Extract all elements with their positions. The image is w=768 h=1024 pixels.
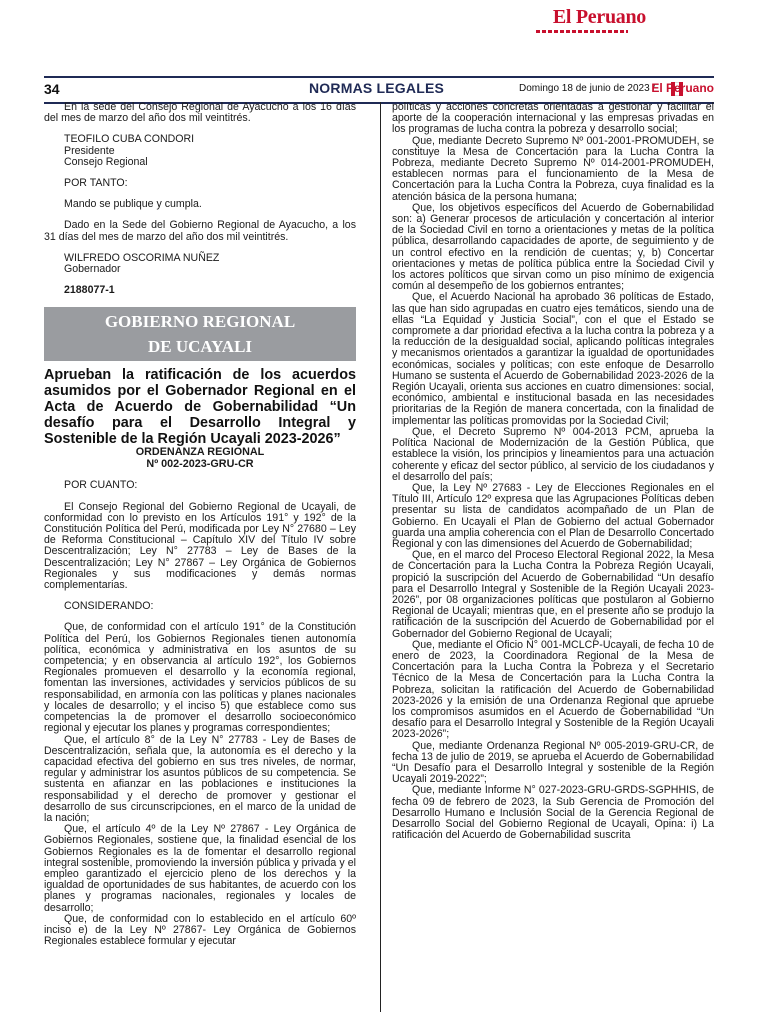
masthead-logo: El Peruano: [552, 6, 646, 28]
paragraph: Que, mediante Informe N° 027-2023-GRU-GRDS-SGPHHIS, de fecha 09 de febrero de 2023, la Sub Gerencia de Promoción del Desarrollo Humano e Inclusión Social de la Gerencia Regional de Desarrollo Social del Gobierno Regional de Ucayali, Opina: i) La ratificación del Acuerdo de Gobernabilidad suscrita: [392, 784, 714, 842]
right-column: [392, 102, 714, 1012]
issue-date: Domingo 18 de junio de 2023 /: [519, 83, 656, 94]
left-column: [44, 102, 356, 1012]
paragraph: Que, el Decreto Supremo Nº 004-2013 PCM, aprueba la Política Nacional de Modernización de la Gestión Pública, que establece la visión, los principios y lineamientos para una actuación coherente y eficaz del sector público, al servicio de los ciudadanos y el desarrollo del país;: [392, 425, 714, 483]
paragraph: Que, mediante Decreto Supremo Nº 001-2001-PROMUDEH, se constituye la Mesa de Concertación para la Lucha Contra la Pobreza, mediante Decreto Supremo Nº 014-2001-PROMUDEH, establecen normas para el funcionamiento de la Mesa de Concertación para la Lucha Contra la Pobreza, cuya finalidad es la atención básica de la persona humana;: [392, 134, 714, 203]
paragraph: Que, el Acuerdo Nacional ha aprobado 36 políticas de Estado, las que han sido agrupadas en cuatro ejes temáticos, siendo una de ellas “La Equidad y Justicia Social”, con el que el Estado se compromete a dar prioridad efectiva a la lucha contra la pobreza y a la reducción de la desigualdad social, aplicando políticas integrales y mecanismos orientados a garantizar la igualdad de oportunidades económicas, sociales y políticas; con este enfoque de Desarrollo Humano se sustenta el Acuerdo de Gobernabilidad 2023-2026 de la Región Ucayali, orienta sus acciones en cuatro dimensiones: social, económico, ambiental e institucional basada en las necesidades prioritarias de la Región de manera concertada, con la finalidad de implementar las políticas promovidas por la Sociedad Civil;: [392, 291, 714, 427]
ordinance-number: Nº 002-2023-GRU-CR: [146, 457, 254, 470]
paragraph: Que, el artículo 8° de la Ley N° 27783 - Ley de Bases de Descentralización, señala que, la autonomía es el derecho y la capacidad efectiva del gobierno en sus tres niveles, de normar, regular y administrar los asuntos públicos de su competencia. Se sustenta en afianzar en las poblaciones e instituciones la responsabilidad y el derecho de promover y gestionar el desarrollo de sus circunscripciones, en el marco de la unidad de la nación;: [44, 733, 356, 824]
paragraph: Que, de conformidad con el artículo 191° de la Constitución Política del Perú, los Gobiernos Regionales tienen autonomía política, económica y administrativa en los asuntos de su competencia; y en observancia al artículo 192°, los Gobiernos Regionales promueven el desarrollo y la economía regional, fomentan las inversiones, actividades y servicios públicos de su responsabilidad, en armonía con las políticas y planes nacionales y locales de desarrollo; y el inciso 5) que establece como sus competencias la de promover el desarrollo socioeconómico regional y ejecutar los planes y programas correspondientes;: [44, 621, 356, 735]
institution-line: DE UCAYALI: [147, 337, 253, 357]
paragraph: Que, de conformidad con lo establecido en el artículo 60º inciso e) de la Ley Nº 27867- Ley Orgánica de Gobiernos Regionales establece formular y ejecutar: [44, 912, 356, 948]
ordinance-label: ORDENANZA REGIONAL: [135, 446, 265, 459]
por-cuanto: POR CUANTO:: [64, 479, 138, 492]
por-tanto: POR TANTO:: [64, 177, 128, 190]
masthead: [0, 0, 768, 40]
paragraph: Que, en el marco del Proceso Electoral Regional 2022, la Mesa de Concertación para la Lucha Contra la Pobreza Región Ucayali, propició la suscripción del Acuerdo de Gobernabilidad “Un desafío para el Desarrollo Integral y Sostenible de la Región Ucayali 2023-2026”, por 08 organizaciones políticas que postularon al Gobierno Regional de Ucayali; mientras que, en el presente año se produjo la ratificación de la suscripción del Acuerdo de Gobernabilidad por el Gobernador del Gobierno Regional de Ucayali;: [392, 549, 714, 640]
paragraph: políticas y acciones concretas orientadas a gestionar y facilitar el aporte de la cooperación internacional y las empresas privadas en los programas de lucha contra la pobreza y desarrollo social;: [392, 102, 714, 136]
signer-role: Presidente: [64, 144, 115, 157]
paragraph: Que, mediante el Oficio N° 001-MCLCP-Ucayali, de fecha 10 de enero de 2023, la Coordinadora Regional de la Mesa de Concertación para la Lucha Contra la Pobreza y el Secretario Técnico de la Mesa de Concertación para la Lucha Contra la Pobreza, solicitan la ratificación del Acuerdo de Gobernabilidad 2023-2026 y la emisión de una Ordenanza Regional que apruebe los compromisos asumidos en el Acuerdo de Gobernabilidad “Un desafío para el Desarrollo Integral y Sostenible de la Región Ucayali 2023-2026”;: [392, 638, 714, 741]
paragraph: En la sede del Consejo Regional de Ayacucho a los 16 días del mes de marzo del año dos mil veintitrés.: [44, 102, 356, 125]
page-number: 34: [44, 81, 60, 97]
institution-banner: [44, 307, 356, 361]
masthead-rule: [536, 30, 628, 33]
norm-title: Aprueban la ratificación de los acuerdos asumidos por el Gobernador Regional en el Acta de Acuerdo de Gobernabilidad “Un desafío para el Desarrollo Integral y Sostenible de la Región Ucayali 2023-2026”: [44, 367, 356, 448]
paragraph: Que, los objetivos específicos del Acuerdo de Gobernabilidad son: a) Generar procesos de articulación y concertación al interior de la Sociedad Civil en torno a orientaciones y metas de la política pública, desarrollando capacidades de aporte, de seguimiento y de un control efectivo en la rendición de cuentas; y, b) Concertar orientaciones y metas de política pública entre la Sociedad Civil y los actores políticos que sirvan como un piso mínimo de exigencia común al desempeño de los gobiernos entrantes;: [392, 201, 714, 293]
paragraph: Que, mediante Ordenanza Regional Nº 005-2019-GRU-CR, de fecha 13 de julio de 2019, se aprueba el Acuerdo de Gobernabilidad “Un Desafío para el Desarrollo Integral y sostenible de la Región Ucayali 2019-2022”;: [392, 739, 714, 786]
institution-line: GOBIERNO REGIONAL: [104, 312, 296, 332]
signer-name: TEOFILO CUBA CONDORI: [64, 133, 195, 146]
paragraph: Mando se publique y cumpla.: [64, 198, 202, 211]
considerando: CONSIDERANDO:: [64, 600, 154, 613]
page-header: [44, 76, 714, 104]
paragraph: Que, la Ley Nº 27683 - Ley de Elecciones Regionales en el Título III, Artículo 12º expresa que las Agrupaciones Políticas deben presentar su lista de candidatos acompañado de un Plan de Gobierno. En Ucayali el Plan de Gobierno del actual Gobernador guarda una amplia coherencia con el Plan de Desarrollo Concertado Regional y con las dimensiones del Acuerdo de Gobernabilidad;: [392, 481, 714, 550]
signer-role: Gobernador: [64, 263, 121, 276]
paragraph: Que, el artículo 4º de la Ley Nº 27867 - Ley Orgánica de Gobiernos Regionales, sostiene que, la finalidad esencial de los Gobiernos Regionales es la de fomentar el desarrollo regional integral sostenible, promoviendo la inversión pública y privada y el empleo garantizado el ejercicio pleno de los derechos y la igualdad de oportunidades de sus habitantes, de acuerdo con los planes y programas nacionales, regionales y locales de desarrollo;: [44, 823, 356, 914]
section-title: NORMAS LEGALES: [309, 80, 445, 96]
paragraph: Dado en la Sede del Gobierno Regional de Ayacucho, a los 31 días del mes de marzo del año dos mil veintitrés.: [44, 219, 356, 243]
column-divider: [380, 102, 381, 1012]
signer-name: WILFREDO OSCORIMA NUÑEZ: [64, 251, 220, 264]
header-brand: El Peruano: [651, 81, 714, 95]
paragraph: El Consejo Regional del Gobierno Regional de Ucayali, de conformidad con lo previsto en los Artículos 191° y 192° de la Constitución Política del Perú, modificada por Ley N° 27680 – Ley de Reforma Constitucional – Capítulo XIV del Título IV sobre Descentralización; Ley N° 27783 – Ley de Bases de la Descentralización; Ley N° 27867 – Ley Orgánica de Gobiernos Regionales y sus modificaciones y demás normas complementarias.: [44, 500, 356, 592]
publication-code: 2188077-1: [64, 284, 115, 297]
signer-role: Consejo Regional: [64, 155, 148, 168]
